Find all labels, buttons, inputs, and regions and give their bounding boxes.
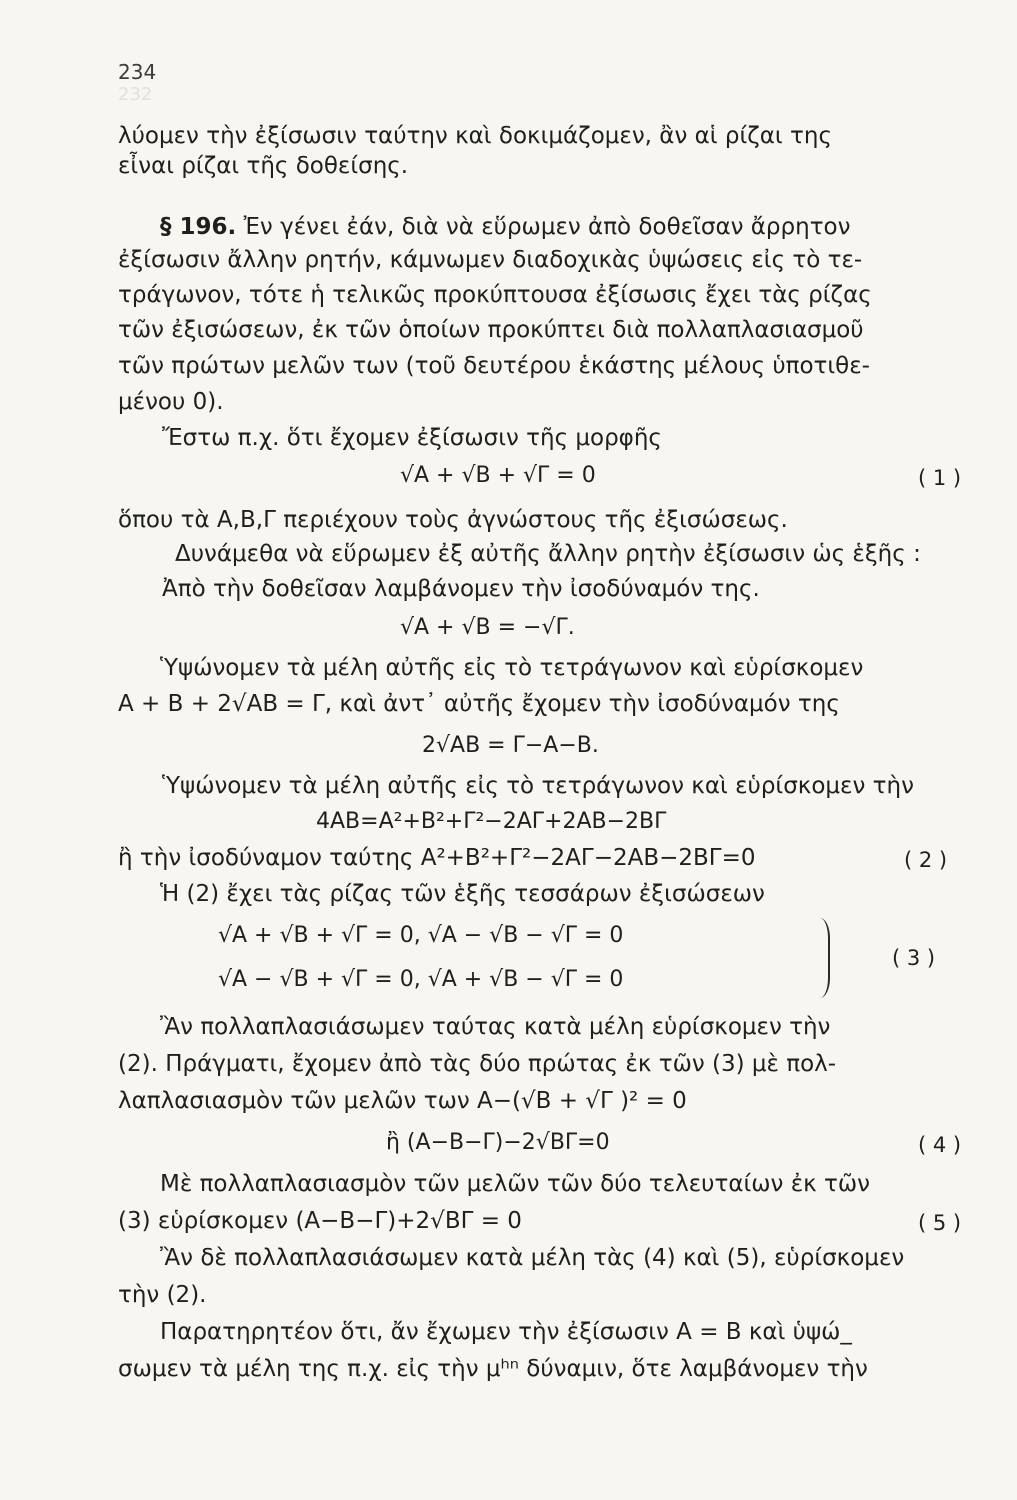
text-line-12: Ἀπὸ τὴν δοθεῖσαν λαμβάνομεν τὴν ἰσοδύναμόν της. xyxy=(162,576,760,602)
text-line-23: τὴν (2). xyxy=(118,1282,207,1308)
text-line-7: τῶν πρώτων μελῶν των (τοῦ δευτέρου ἑκάστης μέλους ὑποτιθε- xyxy=(118,353,870,379)
equation-5-line: (3) εὑρίσκομεν (A−B−Γ)+2√BΓ = 0 xyxy=(118,1208,522,1234)
equation-number-1: ( 1 ) xyxy=(918,466,962,490)
system-brace xyxy=(818,918,830,998)
equation-isodynamic: √A + √B = −√Γ. xyxy=(400,615,575,640)
text-line-1: λύομεν τὴν ἐξίσωσιν ταύτην καὶ δοκιμάζομεν, ἂν αἱ ρίζαι της xyxy=(118,123,832,149)
text-line-25: σωμεν τὰ μέλη της π.χ. εἰς τὴν μʰⁿ δύναμιν, ὅτε λαμβάνομεν τὴν xyxy=(118,1356,868,1382)
equation-2ab: 2√AB = Γ−A−B. xyxy=(422,733,599,758)
text-line-10: ὅπου τὰ A,B,Γ περιέχουν τοὺς ἀγνώστους τῆς ἐξισώσεως. xyxy=(118,507,788,533)
equation-system-row-1: √A + √B + √Γ = 0, √A − √B − √Γ = 0 xyxy=(218,923,624,948)
text-line-13: Ὑψώνομεν τὰ μέλη αὐτῆς εἰς τὸ τετράγωνον καὶ εὑρίσκομεν xyxy=(160,655,864,681)
equation-4: ἢ (A−B−Γ)−2√BΓ=0 xyxy=(386,1130,610,1155)
text-line-24: Παρατηρητέον ὅτι, ἄν ἔχωμεν τὴν ἐξίσωσιν A = B καὶ ὑψώ_ xyxy=(160,1319,852,1345)
text-line-21: Μὲ πολλαπλασιασμὸν τῶν μελῶν τῶν δύο τελευταίων ἐκ τῶν xyxy=(160,1171,870,1197)
equation-number-4: ( 4 ) xyxy=(918,1133,962,1157)
text-line-22: Ἂν δὲ πολλαπλασιάσωμεν κατὰ μέλη τὰς (4) καὶ (5), εὑρίσκομεν xyxy=(160,1245,905,1271)
text-line-6: τῶν ἐξισώσεων, ἐκ τῶν ὁποίων προκύπτει διὰ πολλαπλασιασμοῦ xyxy=(118,317,864,343)
text-line-19: (2). Πράγματι, ἔχομεν ἀπὸ τὰς δύο πρώτας ἐκ τῶν (3) μὲ πολ- xyxy=(118,1051,837,1077)
section-number: § 196. xyxy=(160,214,237,240)
equation-number-5: ( 5 ) xyxy=(918,1211,962,1235)
equation-1: √A + √B + √Γ = 0 xyxy=(400,463,596,488)
equation-number-2: ( 2 ) xyxy=(904,848,948,872)
text-line-14: A + B + 2√AB = Γ, καὶ ἀντ᾽ αὐτῆς ἔχομεν τὴν ἰσοδύναμόν της xyxy=(118,691,840,717)
text-line-5: τράγωνον, τότε ἡ τελικῶς προκύπτουσα ἐξίσωσις ἔχει τὰς ρίζας xyxy=(118,282,872,308)
text-line-2: εἶναι ρίζαι τῆς δοθείσης. xyxy=(118,153,409,179)
equation-4ab: 4AB=A²+B²+Γ²−2AΓ+2AB−2BΓ xyxy=(316,809,667,834)
equation-number-3: ( 3 ) xyxy=(892,946,936,970)
text-line-17: Ἡ (2) ἔχει τὰς ρίζας τῶν ἑξῆς τεσσάρων ἐξισώσεων xyxy=(160,881,765,907)
equation-system-row-2: √A − √B + √Γ = 0, √A + √B − √Γ = 0 xyxy=(218,967,624,992)
text-line-18: Ἂν πολλαπλασιάσωμεν ταύτας κατὰ μέλη εὑρίσκομεν τὴν xyxy=(160,1014,831,1040)
page-number: 234 xyxy=(118,60,157,84)
text-line-20: λαπλασιασμὸν τῶν μελῶν των A−(√B + √Γ )² = 0 xyxy=(118,1088,687,1114)
text-line-15: Ὑψώνομεν τὰ μέλη αὐτῆς εἰς τὸ τετράγωνον καὶ εὑρίσκομεν τὴν xyxy=(162,773,914,799)
section-paragraph-start xyxy=(160,213,850,241)
text-line-16: ἢ τὴν ἰσοδύναμον ταύτης A²+B²+Γ²−2AΓ−2AB−2BΓ=0 xyxy=(118,845,756,871)
text-line-3: Ἐν γένει ἐάν, διὰ νὰ εὕρωμεν ἀπὸ δοθεῖσαν ἄρρητον xyxy=(243,214,851,240)
text-line-9: Ἔστω π.χ. ὅτι ἔχομεν ἐξίσωσιν τῆς μορφῆς xyxy=(162,425,662,451)
bleed-through: 232 xyxy=(118,84,153,105)
text-line-4: ἐξίσωσιν ἄλλην ρητήν, κάμνωμεν διαδοχικὰς ὑψώσεις εἰς τὸ τε- xyxy=(118,247,863,273)
text-line-11: Δυνάμεθα νὰ εὕρωμεν ἐξ αὐτῆς ἄλλην ρητὴν ἐξίσωσιν ὡς ἑξῆς : xyxy=(175,541,921,567)
text-line-8: μένου 0). xyxy=(118,389,224,415)
